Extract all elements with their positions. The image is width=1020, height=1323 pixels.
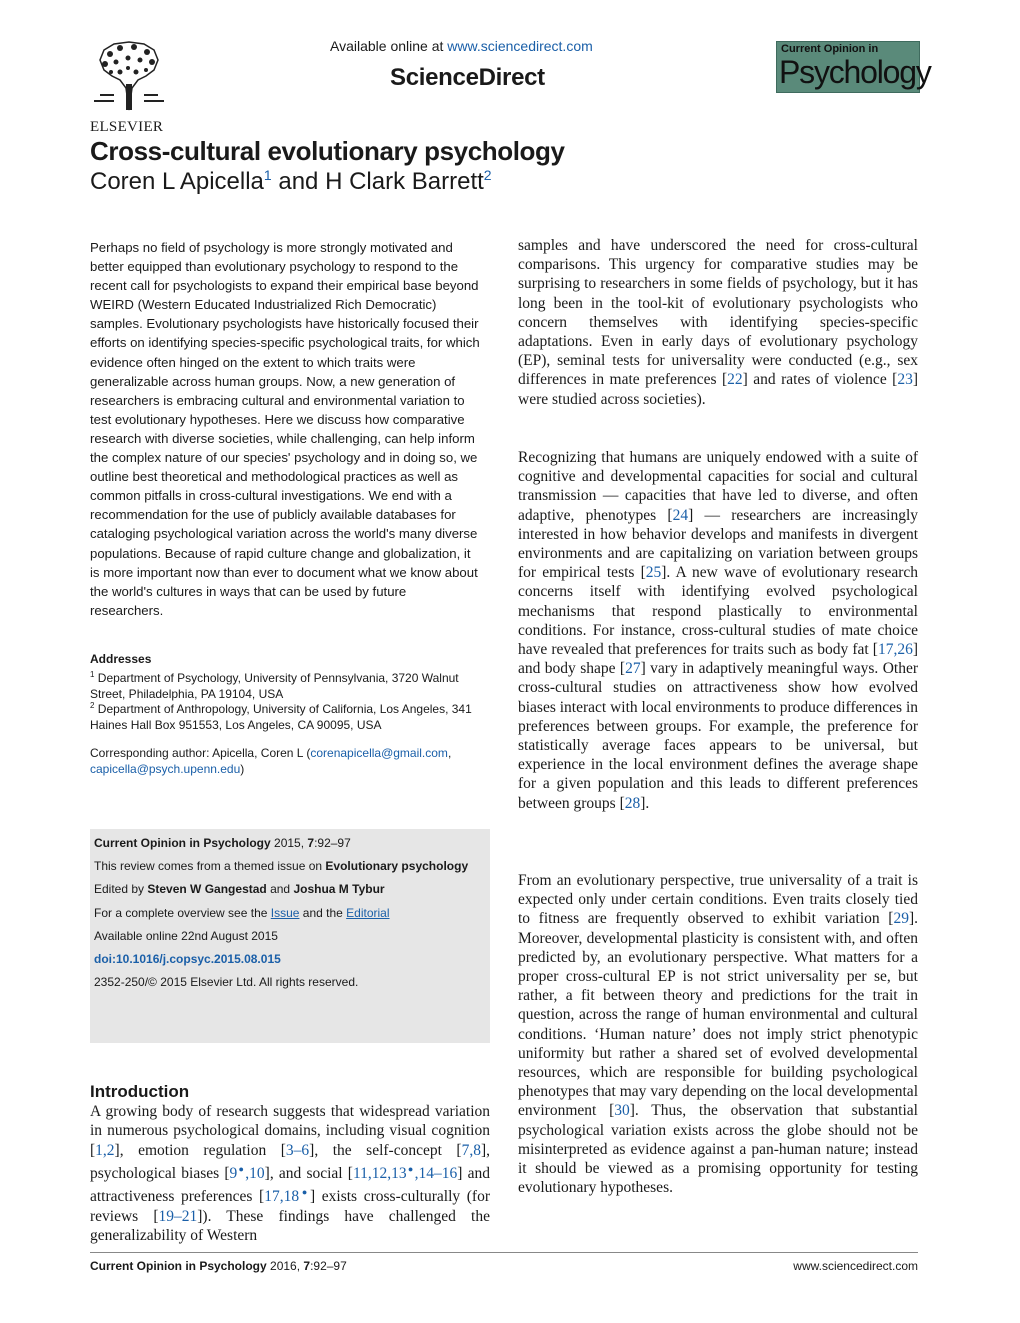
available-online-prefix: Available online at (330, 38, 448, 54)
info-themed-topic: Evolutionary psychology (325, 859, 469, 873)
p2-text-a: Recognizing that humans are uniquely endowed with a suite of cognitive and developmental capacities for social and cultural transmission — capacities that have led to diverse, and often adaptive, phenotypes [ (518, 449, 918, 524)
p3-text-a: From an evolutionary perspective, true universality of a trait is expected only under certain conditions. Even traits closely tied to fitness are frequently observed to exhibit variation [ (518, 872, 918, 928)
author-line (90, 167, 492, 196)
info-edited-and: and (266, 882, 294, 896)
footer-pages: :92–97 (310, 1259, 347, 1273)
citation-link[interactable]: 28 (624, 794, 641, 812)
address-2 (90, 698, 490, 733)
info-journal-name: Current Opinion in Psychology (94, 836, 271, 850)
citation-link[interactable]: 17,26 (877, 641, 913, 659)
recommended-marker-icon: ● (299, 1187, 310, 1198)
p1-text-c: ] were studied across societies). (518, 371, 918, 408)
citation-link[interactable]: 24 (672, 506, 689, 524)
info-citation (94, 836, 351, 850)
footer-url[interactable]: www.sciencedirect.com (793, 1259, 918, 1273)
body-paragraph-3 (518, 871, 918, 1197)
citation-link[interactable]: 25 (645, 564, 662, 582)
abstract: Perhaps no field of psychology is more strongly motivated and better equipped than evolutionary psychology to respond to the recent call for psychologists to expand their empirical base beyond WEIRD (Western Educated Industrialized Rich Democratic) samples. Evolutionary psychologists have historically focused their efforts on identifying species-specific psychological traits, for which evidence often hinged on the extent to which traits were generalizable across human groups. Now, a new generation of researchers is embracing cultural and environmental variation to test evolutionary hypotheses. Here we discuss how comparative research with diverse societies, while challenging, can help inform the complex nature of our species' psychology and in doing so, we outline best theoretical and methodological practices as well as common pitfalls in cross-cultural investigations. We end with a recommendation for the use of publicly available databases for cataloging psychological variation across the world's many diverse populations. Because of rapid culture change and globalization, it is more important now than ever to document what we know about the world's cultures in ways that can be used by future researchers. (90, 240, 480, 618)
citation-link[interactable]: 29 (893, 910, 909, 928)
footer-year: 2016, (266, 1259, 304, 1273)
intro-text-4: ], psychological biases [ (90, 1141, 490, 1183)
body-paragraph-2 (518, 448, 918, 813)
footer-citation (90, 1259, 347, 1273)
corresponding-author (90, 745, 490, 777)
intro-text-5: ], and social [ (264, 1165, 353, 1183)
info-pages: :92–97 (314, 836, 351, 850)
email-separator: , (447, 746, 452, 760)
journal-badge-top: Current Opinion in (781, 43, 879, 55)
body-paragraph-1 (518, 236, 918, 409)
corresponding-prefix: Corresponding author: Apicella, Coren L ( (90, 746, 311, 760)
p2-text-e: ] vary in adaptively meaningful ways. Other cross-cultural studies on attractiveness show how evolved biases interact with local environments to produce differences in preferences between groups. For example, the preference for statistically average faces appears to be universal, but experience in the local environment defines the average shape for a given population and this leads to different preferences between groups [ (518, 660, 918, 812)
info-available-date: Available online 22nd August 2015 (94, 929, 278, 943)
publisher-name: ELSEVIER (90, 119, 164, 135)
citation-link[interactable]: 19–21 (158, 1207, 198, 1225)
intro-text-7: ] exists cross-culturally (for reviews [ (90, 1188, 490, 1225)
article-info-box (90, 829, 490, 1043)
info-copyright: 2352-250/© 2015 Elsevier Ltd. All rights reserved. (94, 975, 359, 989)
info-editor-2: Joshua M Tybur (293, 882, 385, 896)
elsevier-tree-icon (90, 40, 168, 112)
introduction-paragraph (90, 1102, 490, 1245)
email-link-2[interactable]: capicella@psych.upenn.edu (90, 762, 241, 776)
author-2-affiliation[interactable]: 2 (483, 167, 492, 183)
info-year: 2015, (270, 836, 308, 850)
email-link-1[interactable]: corenapicella@gmail.com (310, 746, 448, 760)
footer-journal: Current Opinion in Psychology (90, 1259, 267, 1273)
info-overview-and: and the (299, 906, 347, 920)
article-title: Cross-cultural evolutionary psychology (90, 136, 565, 166)
intro-text-2: ], emotion regulation [ (114, 1141, 286, 1159)
recommended-marker-icon: ● (237, 1163, 246, 1174)
p3-text-b: ]. Moreover, developmental plasticity is consistent with, and often predicted by, an evolutionary perspective. What matters for a proper cross-cultural EP is not strict universality per se, but rather, a fit between theory and predictions for the trait in question, across the range of human environmental and cultural conditions. ‘Human nature’ does not imply strict phenotypic uniformity but rather a shared set of evolved developmental resources, which are responsible for building psychological phenotypes that may vary depending on the local developmental environment [ (518, 910, 918, 1120)
doi-link[interactable]: doi:10.1016/j.copsyc.2015.08.015 (94, 952, 281, 966)
info-volume: 7 (307, 836, 315, 850)
address-2-text: Department of Anthropology, University of California, Los Angeles, 341 Haines Hall Box 951553, Los Angeles, CA 90095, USA (90, 702, 472, 732)
citation-link[interactable]: 23 (897, 371, 913, 389)
citation-link[interactable]: 9 (229, 1165, 238, 1183)
author-1: Coren L Apicella (90, 168, 264, 195)
intro-text-1: A growing body of research suggests that widespread variation in numerous psychological domains, including visual cognition [ (90, 1103, 490, 1159)
citation-link[interactable]: ,10 (245, 1165, 265, 1183)
p2-text-c: ]. A new wave of evolutionary research concerns itself with identifying evolved psychological mechanisms that respond plastically to environmental conditions. For instance, cross-cultural studies of mate choice have revealed that preferences for traits such as body fat [ (518, 564, 918, 659)
recommended-marker-icon: ● (406, 1163, 415, 1174)
info-overview (94, 906, 390, 920)
p3-text-c: ]. Thus, the observation that substantial psychological variation exists across the globe should not be misinterpreted as evidence against a pan-human nature; instead it should be viewed as a promising opportunity for testing evolutionary hypotheses. (518, 1102, 918, 1197)
info-editor-1: Steven W Gangestad (147, 882, 267, 896)
p1-text-b: ] and rates of violence [ (742, 371, 898, 389)
sciencedirect-brand[interactable]: ScienceDirect (390, 64, 545, 91)
p2-text-f: ]. (640, 794, 650, 812)
p1-text-a: samples and have underscored the need for cross-cultural comparisons. This urgency for comparative studies may be surprising to researchers in some fields of psychology, but it has long been in the tool-kit of evolutionary psychologists who concern themselves with identifying species-specific adaptations. Even in early days of evolutionary psychology (EP), seminal tests for universality were conducted (e.g., sex differences in mate preferences [ (518, 237, 918, 389)
elsevier-logo (90, 40, 168, 135)
citation-link[interactable]: ,14–16 (414, 1165, 458, 1183)
footer-volume: 7 (303, 1259, 311, 1273)
journal-badge-main: Psychology (779, 54, 931, 90)
address-2-marker: 2 (90, 701, 95, 710)
info-editors (94, 882, 385, 896)
intro-text-8: ]). These findings have challenged the generalizability of Western (90, 1207, 490, 1245)
address-1-text: Department of Psychology, University of Pennsylvania, 3720 Walnut Street, Philadelphia, PA 19104, USA (90, 671, 459, 701)
author-2: H Clark Barrett (325, 168, 484, 195)
intro-text-3: ], the self-concept [ (309, 1141, 462, 1159)
address-1-marker: 1 (90, 670, 95, 679)
info-edited-prefix: Edited by (94, 882, 148, 896)
address-1 (90, 667, 490, 702)
citation-link[interactable]: 30 (614, 1102, 630, 1120)
citation-link[interactable]: 22 (727, 371, 743, 389)
sciencedirect-url-link[interactable]: www.sciencedirect.com (447, 38, 593, 54)
addresses-heading: Addresses (90, 652, 152, 666)
citation-link[interactable]: 1,2 (95, 1141, 115, 1159)
footer-divider (90, 1252, 918, 1253)
author-1-affiliation[interactable]: 1 (263, 167, 272, 183)
p2-text-b: ] — researchers are increasingly interested in how behavior develops and manifests in divergent environments and are capitalizing on variation between groups for empirical tests [ (518, 506, 919, 582)
citation-link[interactable]: 7,8 (461, 1141, 481, 1159)
p2-text-d: ] and body shape [ (518, 641, 918, 678)
citation-link[interactable]: 27 (625, 660, 641, 678)
info-themed-issue (94, 859, 468, 873)
info-themed-prefix: This review comes from a themed issue on (94, 859, 326, 873)
introduction-heading: Introduction (90, 1082, 190, 1101)
available-online-line (330, 38, 593, 54)
info-overview-prefix: For a complete overview see the (94, 906, 271, 920)
editorial-link[interactable]: Editorial (346, 906, 390, 920)
citation-link[interactable]: 3–6 (285, 1141, 310, 1159)
issue-link[interactable]: Issue (270, 906, 300, 920)
intro-text-6: ] and attractiveness preferences [ (90, 1165, 491, 1206)
citation-link[interactable]: 17,18 (264, 1188, 300, 1206)
journal-badge[interactable] (776, 41, 931, 93)
corresponding-suffix: ) (240, 762, 245, 776)
citation-link[interactable]: 11,12,13 (352, 1165, 407, 1183)
author-separator: and (271, 168, 326, 195)
